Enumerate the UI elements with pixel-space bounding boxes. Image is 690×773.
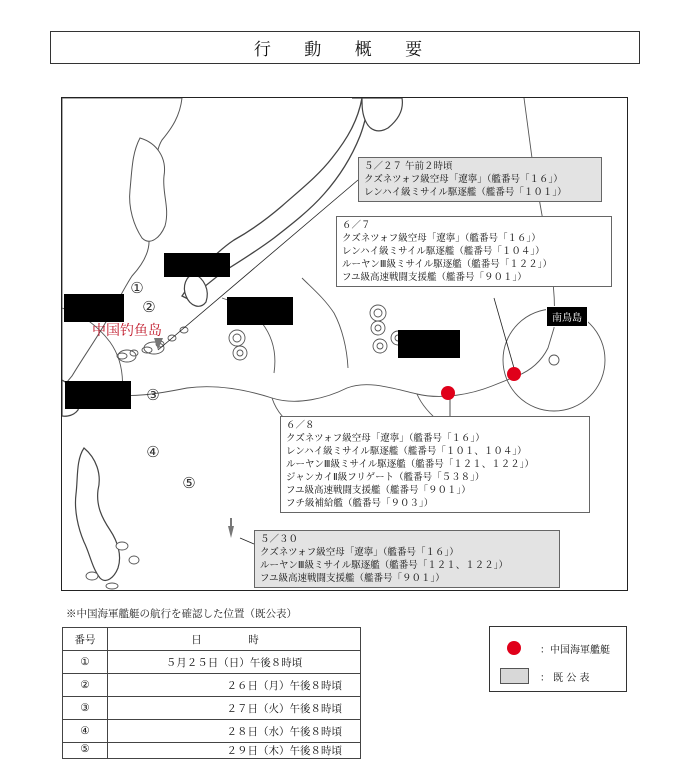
minami-torishima-island <box>549 355 559 365</box>
table-row: ① ５月２５日（日）午後８時頃 <box>63 651 361 674</box>
legend-published-swatch <box>500 668 529 684</box>
marker-1: ① <box>130 279 144 297</box>
legend-ship-label: ：中国海軍艦艇 <box>540 645 610 656</box>
redacted-label-1 <box>164 253 230 277</box>
redacted-label-3 <box>64 294 124 322</box>
header-datetime: 日 時 <box>108 628 361 651</box>
marker-4: ④ <box>146 443 160 461</box>
callout-may30: ５／３０ クズネツォフ級空母「遼寧」（艦番号「１６」） ルーヤンⅢ級ミサイル駆逐艦（艦番号「１２１、１２２」） フユ級高速戦闘支援艦（艦番号「９０１」） <box>254 530 560 588</box>
table-row: ⑤ ２９日（木）午後８時頃 <box>63 743 361 759</box>
ship-position-jun8 <box>441 386 455 400</box>
table-row: ④ ２８日（水）午後８時頃 <box>63 720 361 743</box>
legend-ship-dot <box>507 641 521 655</box>
redacted-label-4 <box>398 330 460 358</box>
hokkaido <box>362 98 402 131</box>
callout-may27: ５／２７ 午前２時頃 クズネツォフ級空母「遼寧」（艦番号「１６」） レンハイ級ミサイル駆逐艦（艦番号「１０１」） <box>358 157 602 202</box>
map <box>61 97 628 591</box>
korean-peninsula <box>130 138 167 241</box>
marker-5: ⑤ <box>182 474 196 492</box>
redacted-label-2 <box>227 297 293 325</box>
legend <box>489 626 627 692</box>
dates-table <box>62 627 361 759</box>
ship-position-jun7 <box>507 367 521 381</box>
table-row: ② ２６日（月）午後８時頃 <box>63 674 361 697</box>
callout-jun7: ６／７ クズネツォフ級空母「遼寧」（艦番号「１６」） レンハイ級ミサイル駆逐艦（艦番号「１０４」） ルーヤンⅢ級ミサイル駆逐艦（艦番号「１２２」） フユ級高速戦闘支援艦（艦番号「９０１」） <box>336 216 612 287</box>
minami-torishima-label: 南鳥島 <box>546 306 588 327</box>
philippines <box>75 448 119 580</box>
marker-3: ③ <box>146 386 160 404</box>
table-header-row <box>63 628 361 651</box>
page-title: 行 動 概 要 <box>50 31 640 64</box>
header-number: 番号 <box>63 628 108 651</box>
eez-boundary-3 <box>222 278 348 373</box>
position-note: ※中国海軍艦艇の航行を確認した位置（既公表） <box>66 608 297 620</box>
marker-2: ② <box>142 298 156 316</box>
table-row: ③ ２７日（火）午後８時頃 <box>63 697 361 720</box>
diaoyu-label: 中国钓鱼岛 <box>92 323 162 339</box>
redacted-label-5 <box>65 381 131 409</box>
callout-jun8: ６／８ クズネツォフ級空母「遼寧」（艦番号「１６」） レンハイ級ミサイル駆逐艦（艦番号「１０１、１０４」） ルーヤンⅢ級ミサイル駆逐艦（艦番号「１２１、１２２」） ジャンカイⅡ級フリゲート（艦番号「５３８」） フユ級高速戦闘支援艦（艦番号「９０１」） フチ級補給艦（艦番号「９０３」） <box>280 416 590 513</box>
legend-published-label: ： 既 公 表 <box>540 673 590 684</box>
